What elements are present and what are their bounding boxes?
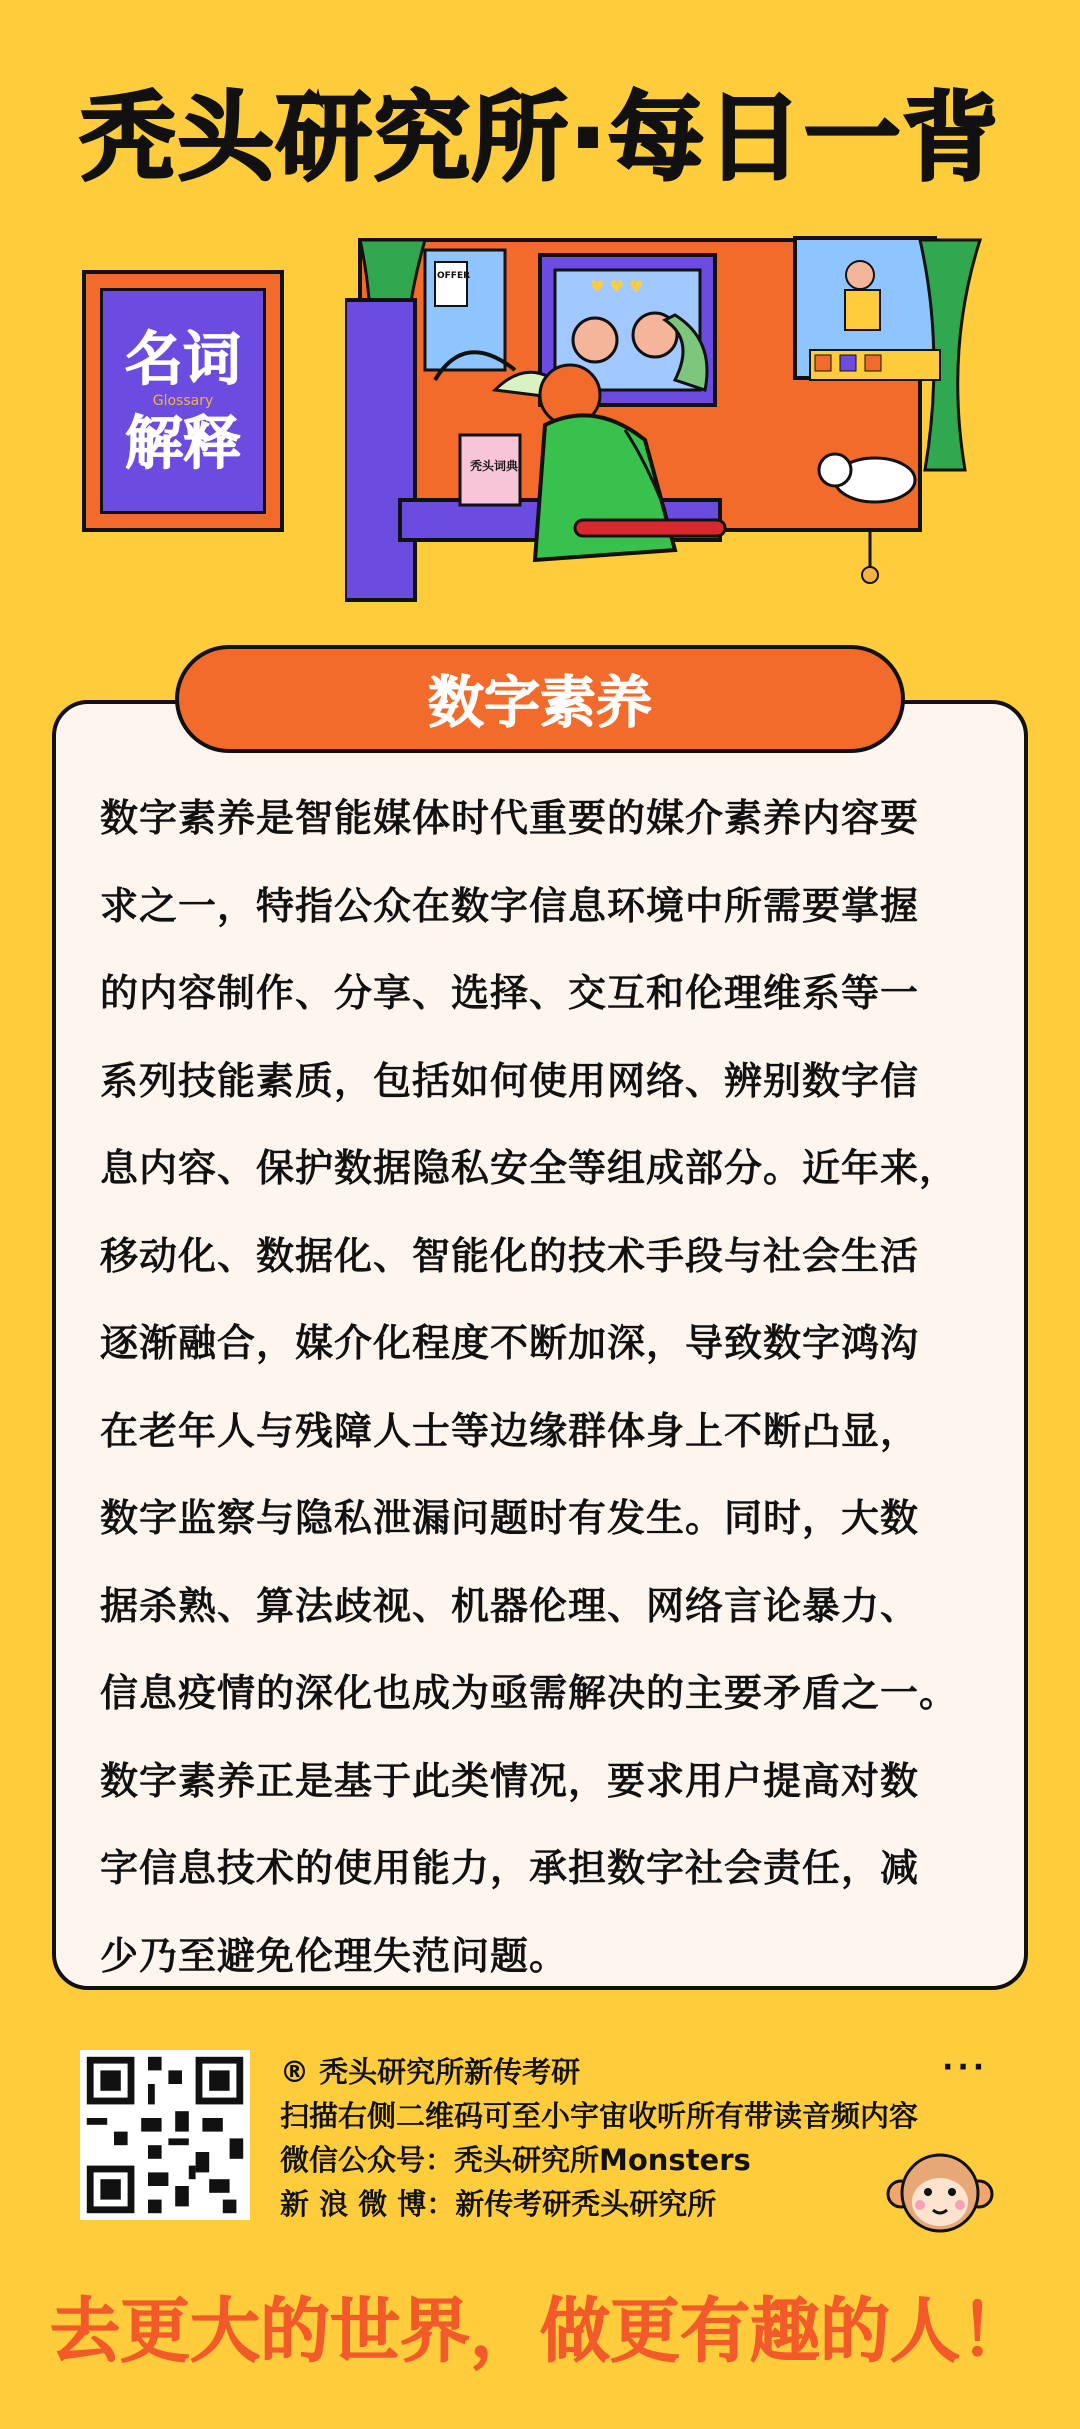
definition-line: 信息疫情的深化也成为亟需解决的主要矛盾之一。 [100,1671,959,1715]
term-title-pill [175,645,905,753]
page-title: 秃头研究所·每日一背 [79,82,1001,194]
definition-line: 逐渐融合，媒介化程度不断加深，导致数字鸿沟 [100,1321,920,1365]
definition-body [100,775,1000,2000]
footer-scan-tip: 扫描右侧二维码可至小宇宙收听所有带读音频内容 [280,2099,919,2133]
footer-brand: ® 秃头研究所新传考研 [280,2055,581,2089]
more-dots: ··· [942,2050,989,2085]
definition-line: 数字素养是智能媒体时代重要的媒介素养内容要 [100,796,920,840]
badge-line-1: 名词 [124,325,241,393]
book-label: 秃头词典 [470,459,519,473]
definition-line: 字信息技术的使用能力，承担数字社会责任，减 [100,1846,920,1890]
monkey-mascot-icon [885,2150,995,2236]
definition-line: 据杀熟、算法歧视、机器伦理、网络言论暴力、 [100,1583,920,1628]
svg-text:♥ ♥ ♥: ♥ ♥ ♥ [590,277,644,296]
footer-weibo: 新 浪 微 博：新传考研秃头研究所 [280,2187,717,2221]
study-scene-illustration [345,230,990,610]
definition-line: 数字监察与隐私泄漏问题时有发生。同时，大数 [100,1496,920,1540]
badge-sub: Glossary [152,393,214,409]
definition-line: 数字素养正是基于此类情况，要求用户提高对数 [100,1758,920,1803]
footer-wechat: 微信公众号：秃头研究所Monsters [280,2143,751,2177]
definition-line: 在老年人与残障人士等边缘群体身上不断凸显， [100,1408,920,1453]
definition-line: 息内容、保护数据隐私安全等组成部分。近年来， [100,1146,959,1190]
definition-line: 移动化、数据化、智能化的技术手段与社会生活 [100,1233,920,1278]
term-title: 数字素养 [428,671,652,736]
qr-code[interactable] [80,2050,250,2220]
definition-line: 少乃至避免伦理失范问题。 [100,1933,569,1978]
glossary-badge [82,270,284,532]
definition-line: 的内容制作、分享、选择、交互和伦理维系等一 [100,971,920,1015]
offer-note-text: OFFER [437,271,471,281]
definition-line: 系列技能素质，包括如何使用网络、辨别数字信 [100,1058,920,1103]
slogan: 去更大的世界，做更有趣的人！ [50,2290,1030,2372]
definition-line: 求之一，特指公众在数字信息环境中所需要掌握 [100,883,920,928]
badge-line-2: 解释 [124,409,241,477]
